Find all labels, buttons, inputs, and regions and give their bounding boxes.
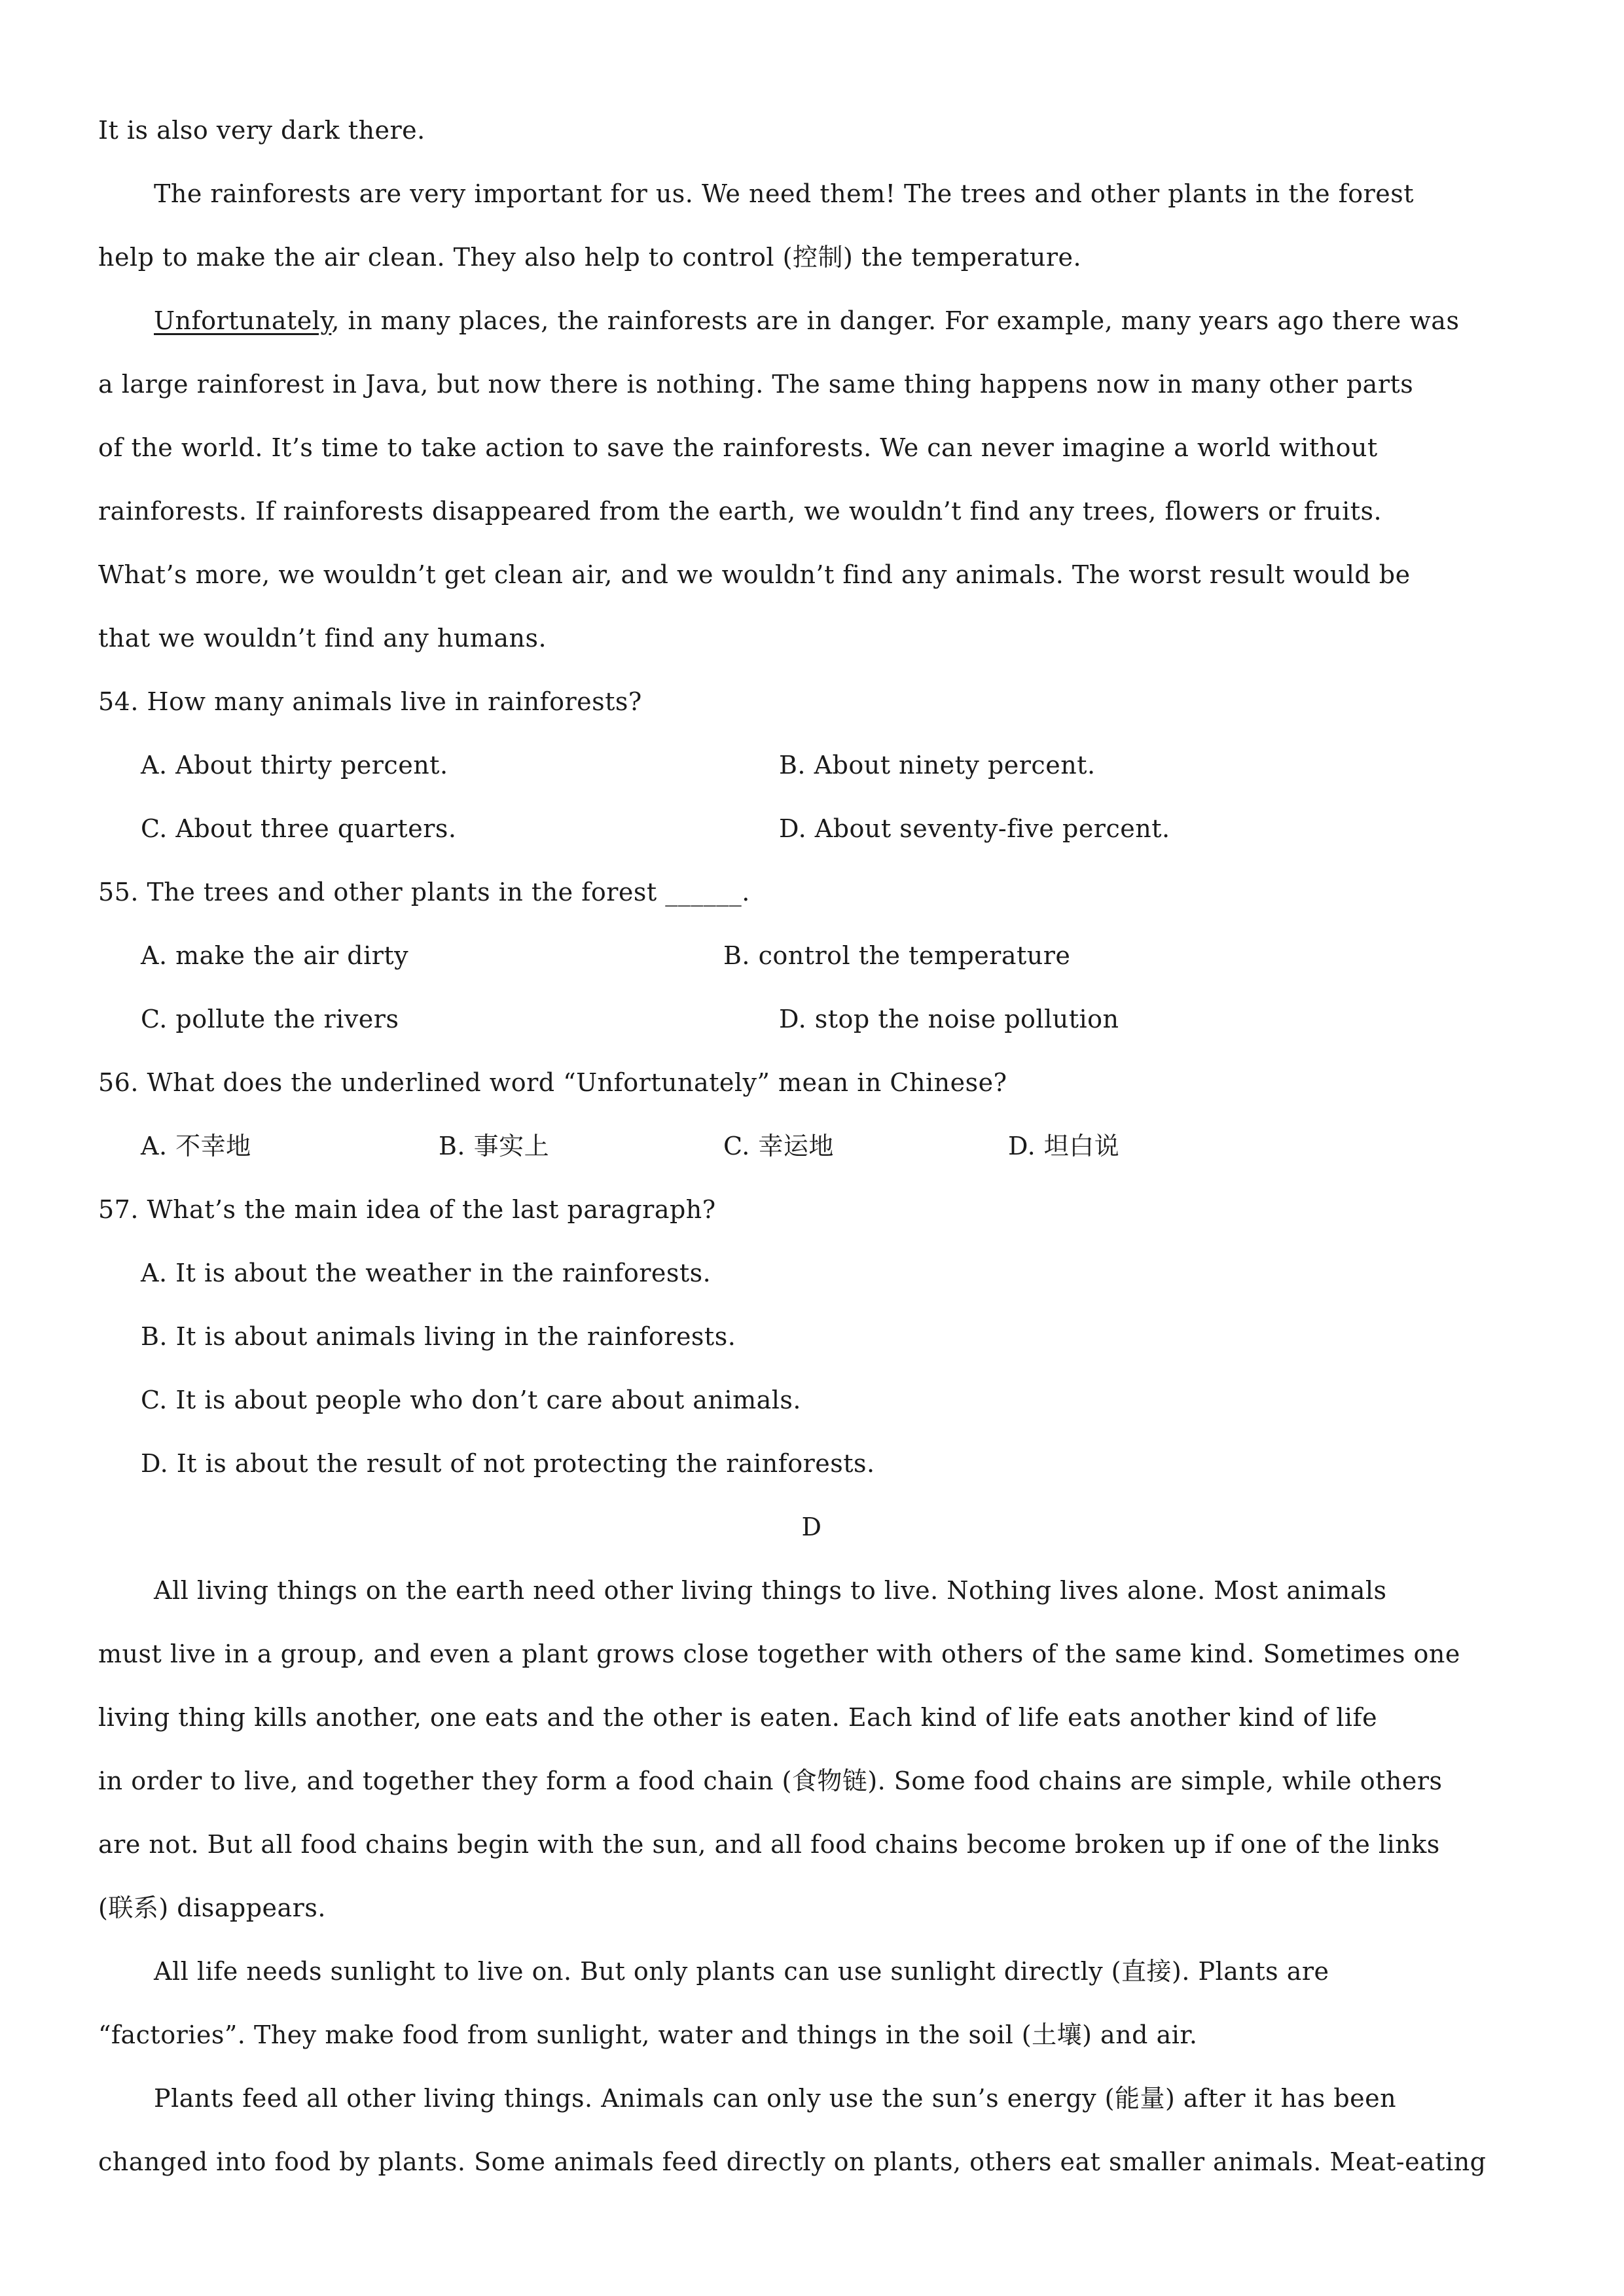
question-55-option-d: D. stop the noise pollution — [779, 1005, 1119, 1033]
question-57-option-c: C. It is about people who don’t care about animals. — [141, 1386, 802, 1414]
passage-c-p2-line3: of the world. It’s time to take action to save the rainforests. We can never imagine a world without — [98, 433, 1378, 462]
question-56-stem: 56. What does the underlined word “Unfortunately” mean in Chinese? — [98, 1068, 1007, 1097]
passage-c-p2-line1-rest: , in many places, the rainforests are in danger. For example, many years ago there was — [331, 306, 1460, 335]
passage-d-p3-line2: changed into food by plants. Some animals feed directly on plants, others eat smaller animals. Meat-eating — [98, 2147, 1487, 2176]
passage-d-p1-line3: living thing kills another, one eats and the other is eaten. Each kind of life eats another kind of life — [98, 1703, 1378, 1732]
question-55-option-c: C. pollute the rivers — [141, 1005, 399, 1033]
question-56-option-b: B. 事实上 — [439, 1132, 550, 1160]
passage-c-p1-line2: help to make the air clean. They also help to control (控制) the temperature. — [98, 243, 1082, 272]
question-56-option-a: A. 不幸地 — [141, 1132, 251, 1160]
question-56-option-d: D. 坦白说 — [1008, 1132, 1120, 1160]
passage-d-p2-line1: All life needs sunlight to live on. But only plants can use sunlight directly (直接). Plants are — [154, 1957, 1329, 1986]
passage-d-p1-line4: in order to live, and together they form a food chain (食物链). Some food chains are simple, while others — [98, 1767, 1443, 1795]
question-57-option-d: D. It is about the result of not protecting the rainforests. — [141, 1449, 875, 1478]
question-54-option-d: D. About seventy-five percent. — [779, 814, 1170, 843]
passage-d-p3-line1: Plants feed all other living things. Animals can only use the sun’s energy (能量) after it has been — [154, 2084, 1397, 2113]
passage-c-line: It is also very dark there. — [98, 116, 425, 145]
question-54-stem: 54. How many animals live in rainforests? — [98, 687, 642, 716]
question-55-stem: 55. The trees and other plants in the forest ______. — [98, 878, 750, 906]
question-55-option-b: B. control the temperature — [723, 941, 1071, 970]
passage-c-p2-line1 — [154, 308, 1459, 333]
question-57-option-b: B. It is about animals living in the rainforests. — [141, 1322, 736, 1351]
question-57-option-a: A. It is about the weather in the rainforests. — [141, 1259, 712, 1287]
question-54-option-b: B. About ninety percent. — [779, 751, 1096, 780]
passage-d-title: D — [801, 1513, 822, 1541]
question-56-option-c: C. 幸运地 — [723, 1132, 834, 1160]
passage-d-p2-line2: “factories”. They make food from sunlight, water and things in the soil (土壤) and air. — [98, 2020, 1198, 2049]
question-54-option-c: C. About three quarters. — [141, 814, 457, 843]
passage-c-p1-line1: The rainforests are very important for us. We need them! The trees and other plants in the forest — [154, 179, 1415, 208]
passage-c-p2-line4: rainforests. If rainforests disappeared from the earth, we wouldn’t find any trees, flowers or fruits. — [98, 497, 1382, 526]
question-57-stem: 57. What’s the main idea of the last paragraph? — [98, 1195, 716, 1224]
question-54-option-a: A. About thirty percent. — [141, 751, 448, 780]
passage-d-p1-line6: (联系) disappears. — [98, 1893, 326, 1922]
passage-d-p1-line5: are not. But all food chains begin with the sun, and all food chains become broken up if one of the links — [98, 1830, 1440, 1859]
question-55-option-a: A. make the air dirty — [141, 941, 409, 970]
underlined-word: Unfortunately — [154, 306, 332, 335]
passage-c-p2-line2: a large rainforest in Java, but now there is nothing. The same thing happens now in many other parts — [98, 370, 1414, 399]
passage-c-p2-line6: that we wouldn’t find any humans. — [98, 624, 547, 653]
passage-d-p1-line1: All living things on the earth need other living things to live. Nothing lives alone. Most animals — [154, 1576, 1387, 1605]
passage-d-p1-line2: must live in a group, and even a plant grows close together with others of the same kind. Sometimes one — [98, 1640, 1460, 1668]
passage-c-p2-line5: What’s more, we wouldn’t get clean air, and we wouldn’t find any animals. The worst result would be — [98, 560, 1411, 589]
